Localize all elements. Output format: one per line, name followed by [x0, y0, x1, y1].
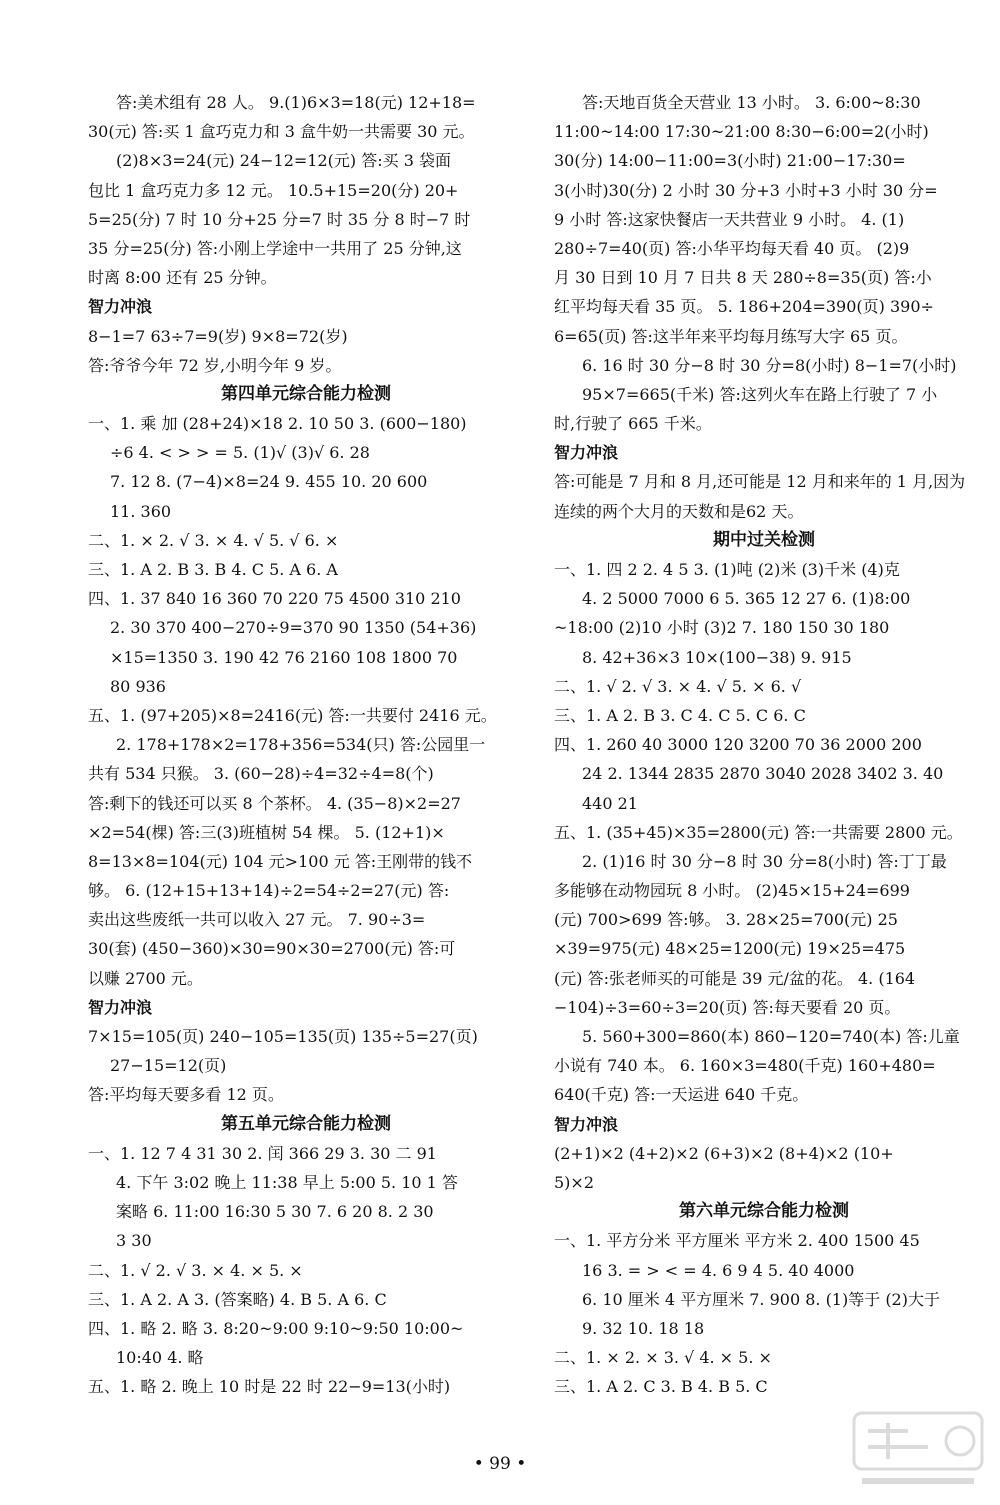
answer-line: 卖出这些废纸一共可以收入 27 元。 7. 90÷3=: [88, 910, 426, 930]
answer-line: 连续的两个大月的天数和是62 天。: [554, 501, 804, 521]
answer-line: 11:00~14:00 17:30~21:00 8:30−6:00=2(小时): [554, 122, 929, 142]
section-title: 第四单元综合能力检测: [221, 383, 391, 404]
answer-line: 5)×2: [554, 1172, 595, 1192]
answer-line: 6. 16 时 30 分−8 时 30 分=8(小时) 8−1=7(小时): [582, 355, 957, 375]
answer-line: 时离 8:00 还有 25 分钟。: [88, 268, 277, 288]
answer-line: 二、1. × 2. × 3. √ 4. × 5. ×: [554, 1348, 772, 1368]
answer-line: 6. 10 厘米 4 平方厘米 7. 900 8. (1)等于 (2)大于: [582, 1289, 940, 1309]
answer-line: 够。 6. (12+15+13+14)÷2=54÷2=27(元) 答:: [88, 881, 450, 901]
answer-line: 2. 30 370 400−270÷9=370 90 1350 (54+36): [110, 618, 477, 638]
answer-line: 三、1. A 2. B 3. C 4. C 5. C 6. C: [554, 705, 806, 725]
answer-line: 35 分=25(分) 答:小刚上学途中一共用了 25 分钟,这: [88, 238, 462, 258]
answer-line: 共有 534 只猴。 3. (60−28)÷4=32÷4=8(个): [88, 764, 434, 784]
answer-line: 五、1. (35+45)×35=2800(元) 答:一共需要 2800 元。: [554, 822, 963, 842]
answer-line: 4. 下午 3:02 晚上 11:38 早上 5:00 5. 10 1 答: [116, 1172, 458, 1192]
answer-line: 8−1=7 63÷7=9(岁) 9×8=72(岁): [88, 326, 348, 346]
answer-line: 包比 1 盒巧克力多 12 元。 10.5+15=20(分) 20+: [88, 180, 459, 200]
answer-line: 6=65(页) 答:这半年来平均每月练写大字 65 页。: [554, 326, 908, 346]
answer-line: 二、1. √ 2. √ 3. × 4. × 5. ×: [88, 1260, 303, 1280]
answer-line: 11. 360: [110, 501, 172, 521]
subsection-heading: 智力冲浪: [554, 1114, 619, 1134]
answer-line: 一、1. 12 7 4 31 30 2. 闰 366 29 3. 30 二 91: [88, 1143, 437, 1163]
answer-line: 280÷7=40(页) 答:小华平均每天看 40 页。 (2)9: [554, 238, 910, 258]
answer-line: 3 30: [116, 1231, 152, 1251]
answer-line: ×2=54(棵) 答:三(3)班植树 54 棵。 5. (12+1)×: [88, 822, 445, 842]
answer-line: 5. 560+300=860(本) 860−120=740(本) 答:儿童: [582, 1027, 960, 1046]
section-title: 期中过关检测: [713, 529, 815, 550]
answer-line: 4. 2 5000 7000 6 5. 365 12 27 6. (1)8:00: [582, 589, 911, 609]
answer-line: 95×7=665(千米) 答:这列火车在路上行驶了 7 小: [582, 384, 938, 404]
answer-line: 三、1. A 2. C 3. B 4. B 5. C: [554, 1377, 768, 1397]
answer-line: 9 小时 答:这家快餐店一天共营业 9 小时。 4. (1): [554, 209, 905, 229]
answer-line: 一、1. 平方分米 平方厘米 平方米 2. 400 1500 45: [554, 1231, 920, 1251]
subsection-heading: 智力冲浪: [88, 997, 153, 1017]
answer-line: (元) 700>699 答:够。 3. 28×25=700(元) 25: [554, 910, 898, 930]
subsection-heading: 智力冲浪: [88, 297, 153, 317]
subsection-heading: 智力冲浪: [554, 443, 619, 463]
page-number: • 99 •: [473, 1454, 527, 1474]
answer-line: 案略 6. 11:00 16:30 5 30 7. 6 20 8. 2 30: [116, 1202, 434, 1222]
right-column: [554, 88, 974, 1401]
answer-line: 7×15=105(页) 240−105=135(页) 135÷5=27(页): [88, 1027, 478, 1046]
answer-line: 7. 12 8. (7−4)×8=24 9. 455 10. 20 600: [110, 472, 428, 492]
answer-line: 答:剩下的钱还可以买 8 个茶杯。 4. (35−8)×2=27: [88, 793, 461, 813]
answer-line: 答:可能是 7 月和 8 月,还可能是 12 月和来年的 1 月,因为: [554, 472, 966, 492]
answer-line: 2. 178+178×2=178+356=534(只) 答:公园里一: [116, 735, 486, 755]
answer-line: 440 21: [582, 793, 638, 813]
answer-line: 多能够在动物园玩 8 小时。 (2)45×15+24=699: [554, 881, 910, 901]
watermark-logo: [848, 1407, 988, 1497]
answer-line: 640(千克) 答:一天运进 640 千克。: [554, 1085, 809, 1105]
answer-line: 红平均每天看 35 页。 5. 186+204=390(页) 390÷: [554, 297, 934, 317]
answer-line: (2+1)×2 (4+2)×2 (6+3)×2 (8+4)×2 (10+: [554, 1143, 894, 1163]
answer-line: 80 936: [110, 676, 166, 696]
answer-line: 以赚 2700 元。: [88, 968, 203, 988]
section-title: 第五单元综合能力检测: [221, 1113, 391, 1134]
answer-line: 月 30 日到 10 月 7 日共 8 天 280÷8=35(页) 答:小: [554, 268, 932, 288]
answer-line: 答:爷爷今年 72 岁,小明今年 9 岁。: [88, 355, 342, 375]
answer-line: 30(元) 答:买 1 盒巧克力和 3 盒牛奶一共需要 30 元。: [88, 122, 475, 142]
answer-line: 9. 32 10. 18 18: [582, 1318, 705, 1338]
answer-line: 8=13×8=104(元) 104 元>100 元 答:王刚带的钱不: [88, 851, 473, 871]
answer-line: 答:天地百货全天营业 13 小时。 3. 6:00~8:30: [582, 93, 921, 112]
answer-line: 30(套) (450−360)×30=90×30=2700(元) 答:可: [88, 939, 456, 959]
answer-line: (元) 答:张老师买的可能是 39 元/盆的花。 4. (164: [554, 968, 916, 988]
answer-line: ×15=1350 3. 190 42 76 2160 108 1800 70: [110, 647, 458, 667]
answer-line: 三、1. A 2. A 3. (答案略) 4. B 5. A 6. C: [88, 1289, 387, 1309]
section-title: 第六单元综合能力检测: [679, 1201, 849, 1222]
answer-line: ×39=975(元) 48×25=1200(元) 19×25=475: [554, 939, 906, 959]
answer-line: 二、1. √ 2. √ 3. × 4. √ 5. × 6. √: [554, 676, 802, 696]
answer-line: 四、1. 略 2. 略 3. 8:20~9:00 9:10~9:50 10:00~: [88, 1318, 464, 1338]
answer-line: 2. (1)16 时 30 分−8 时 30 分=8(小时) 答:丁丁最: [582, 851, 947, 871]
answer-line: 小说有 740 本。 6. 160×3=480(千克) 160+480=: [554, 1056, 936, 1076]
answer-line: ÷6 4. < > > = 5. (1)√ (3)√ 6. 28: [110, 443, 370, 463]
answer-line: 8. 42+36×3 10×(100−38) 9. 915: [582, 647, 852, 667]
answer-line: ~18:00 (2)10 小时 (3)2 7. 180 150 30 180: [554, 618, 890, 638]
answer-line: 三、1. A 2. B 3. B 4. C 5. A 6. A: [88, 560, 338, 579]
answer-line: 时,行驶了 665 千米。: [554, 414, 712, 434]
answer-line: 五、1. (97+205)×8=2416(元) 答:一共要付 2416 元。: [88, 705, 497, 725]
answer-line: 四、1. 37 840 16 360 70 220 75 4500 310 210: [88, 589, 461, 609]
answer-line: 答:平均每天要多看 12 页。: [88, 1085, 284, 1105]
answer-line: 27−15=12(页): [110, 1056, 227, 1076]
answer-line: 3(小时)30(分) 2 小时 30 分+3 小时+3 小时 30 分=: [554, 180, 938, 200]
answer-line: 5=25(分) 7 时 10 分+25 分=7 时 35 分 8 时−7 时: [88, 209, 471, 229]
answer-line: (2)8×3=24(元) 24−12=12(元) 答:买 3 袋面: [116, 151, 451, 171]
answer-line: 10:40 4. 略: [116, 1348, 204, 1368]
answer-line: −104)÷3=60÷3=20(页) 答:每天要看 20 页。: [554, 997, 901, 1017]
answer-line: 一、1. 乘 加 (28+24)×18 2. 10 50 3. (600−180): [88, 414, 467, 434]
answer-line: 五、1. 略 2. 晚上 10 时是 22 时 22−9=13(小时): [88, 1377, 451, 1397]
answer-line: 24 2. 1344 2835 2870 3040 2028 3402 3. 40: [582, 764, 944, 784]
answer-line: 16 3. = > < = 4. 6 9 4 5. 40 4000: [582, 1260, 855, 1280]
answer-line: 二、1. × 2. √ 3. × 4. √ 5. √ 6. ×: [88, 530, 339, 550]
answer-line: 30(分) 14:00−11:00=3(小时) 21:00−17:30=: [554, 151, 906, 171]
answer-line: 一、1. 四 2 2. 4 5 3. (1)吨 (2)米 (3)千米 (4)克: [554, 560, 900, 579]
answer-line: 四、1. 260 40 3000 120 3200 70 36 2000 200: [554, 735, 922, 755]
left-column: [88, 88, 524, 1401]
answer-line: 答:美术组有 28 人。 9.(1)6×3=18(元) 12+18=: [116, 93, 476, 112]
